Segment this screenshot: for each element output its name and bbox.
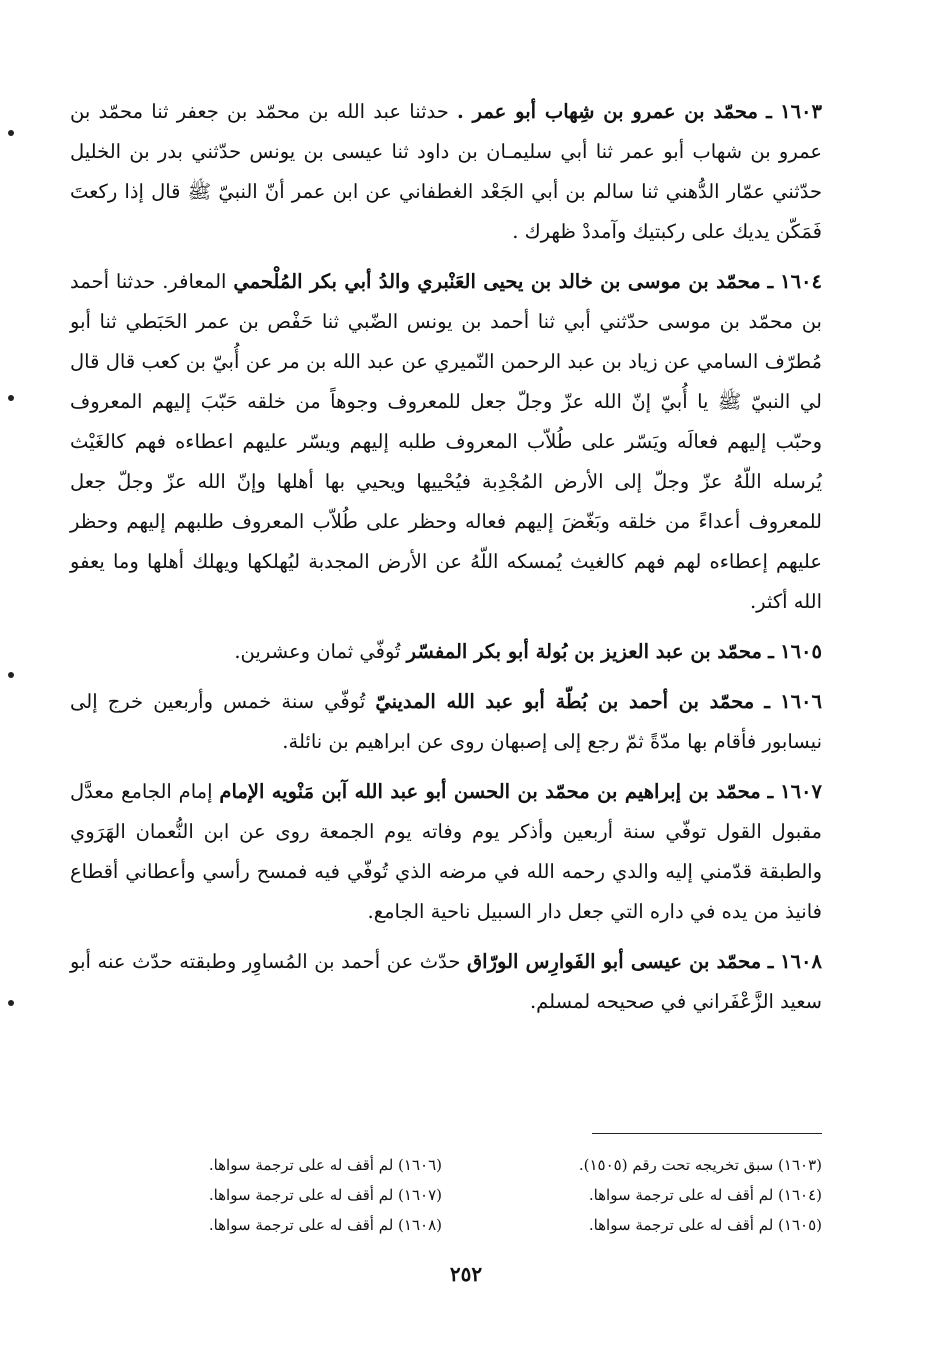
entry-1603 bbox=[70, 92, 822, 252]
entry-body: إمام الجامع معدَّل مقبول القول توفّي سنة أربعين وأذكر يوم وفاته يوم الجمعة روى عن ابن النُّعمان الهَرَوي والطبقة قدّمني إليه والدي رحمه الله في مرضه الذي تُوفّي فيه فمسح رأسي وأعطاني أقطاع فانيذ من يده في داره التي جعل دار السبيل ناحية الجامع. bbox=[70, 780, 822, 923]
footnote-1606: (١٦٠٦) لم أقف له على ترجمة سواها. bbox=[208, 1156, 442, 1174]
entry-dash: ـ bbox=[767, 780, 774, 803]
entry-1608 bbox=[70, 942, 822, 1022]
entry-body: تُوفّي ثمان وعشرين. bbox=[234, 640, 401, 663]
entry-1604 bbox=[70, 262, 822, 622]
entry-heading: محمّد بن أحمد بن بُطّة أبو عبد الله المدينيّ bbox=[375, 690, 755, 713]
page-number: ٢٥٢ bbox=[449, 1262, 483, 1286]
footnote-divider bbox=[592, 1133, 822, 1134]
entry-dash: ـ bbox=[768, 640, 774, 663]
entry-heading: محمّد بن عبد العزيز بن بُولة أبو بكر المفسّر bbox=[406, 640, 762, 663]
scan-margin-mark bbox=[8, 130, 14, 136]
scan-margin-mark bbox=[8, 1000, 14, 1006]
entry-number: ١٦٠٤ bbox=[780, 270, 822, 293]
entry-body: تُوفّي سنة خمس وأربعين خرج إلى نيسابور فأقام بها مدّةً ثمّ رجع إلى إصبهان روى عن ابراهيم بن نائلة. bbox=[70, 690, 822, 753]
footnote-1605: (١٦٠٥) لم أقف له على ترجمة سواها. bbox=[588, 1216, 822, 1234]
scan-margin-mark bbox=[8, 395, 14, 401]
entry-number: ١٦٠٧ bbox=[780, 780, 822, 803]
footnote-1603: (١٦٠٣) سبق تخريجه تحت رقم (١٥٠٥). bbox=[578, 1156, 822, 1174]
footnotes-left-column bbox=[122, 1150, 442, 1240]
entry-body: حدّث عن أحمد بن المُساوِر وطبقته حدّث عنه أبو سعيد الزَّعْفَراني في صحيحه لمسلم. bbox=[70, 950, 822, 1013]
entry-number: ١٦٠٦ bbox=[780, 690, 823, 713]
entry-number: ١٦٠٥ bbox=[780, 640, 822, 663]
entry-dash: ـ bbox=[767, 950, 774, 973]
footnote-1608: (١٦٠٨) لم أقف له على ترجمة سواها. bbox=[208, 1216, 442, 1234]
scan-margin-mark bbox=[8, 672, 14, 678]
footnote-1607: (١٦٠٧) لم أقف له على ترجمة سواها. bbox=[208, 1186, 442, 1204]
entry-1607 bbox=[70, 772, 822, 932]
entry-dash: ـ bbox=[766, 100, 772, 123]
biography-entries bbox=[70, 92, 822, 1032]
footnote-1604: (١٦٠٤) لم أقف له على ترجمة سواها. bbox=[588, 1186, 822, 1204]
entry-1605 bbox=[70, 632, 822, 672]
entry-body: المعافر. حدثنا أحمد بن محمّد بن موسى حدّثني أبي ثنا أحمد بن يونس الضّبي ثنا حَفْص بن عمر الحَبَطي ثنا أبو مُطرّف السامي عن زياد بن عبد الرحمن النّميري عن عبد الله بن مر عن أُبيّ بن كعب قال قال لي النبيّ ﷺ يا أُبيّ إنّ الله عزّ وجلّ جعل للمعروف وجوهاً من خلقه حَبّبَ إليهم المعروف وحبّب إليهم فعالَه ويَسّر على طُلاّب المعروف طلبه إليهم ويسّر عليهم اعطاءه فهم كالغَيْث يُرسله اللّهُ عزّ وجلّ إلى الأرض المُجْدِبة فيُحْييها ويحيي بها أهلها وإنّ الله عزّ وجلّ جعل للمعروف أعداءً من خلقه وبَغّضَ إليهم فعاله وحظر على طُلاّب المعروف طلبهم إليهم وحظر عليهم إعطاءه لهم فهم كالغيث يُمسكه اللّهُ عن الأرض المجدبة ليُهلكها ويهلك أهلها وما يعفو الله أكثر. bbox=[70, 270, 822, 613]
footnotes-right-column bbox=[502, 1150, 822, 1240]
entry-1606 bbox=[70, 682, 822, 762]
entry-dash: ـ bbox=[767, 270, 774, 293]
entry-dash: ـ bbox=[764, 690, 770, 713]
entry-heading: محمّد بن عمرو بن شِهاب أبو عمر . bbox=[457, 100, 758, 123]
entry-heading: محمّد بن عيسى أبو الفَوارِس الورّاق bbox=[467, 950, 762, 973]
entry-number: ١٦٠٨ bbox=[780, 950, 822, 973]
footnotes bbox=[150, 1150, 822, 1250]
entry-number: ١٦٠٣ bbox=[780, 100, 823, 123]
entry-body: حدثنا عبد الله بن محمّد بن جعفر ثنا محمّد بن عمرو بن شهاب أبو عمر ثنا أبي سليمـان بن داود ثنا عيسى بن يونس حدّثني بدر بن الخليل حدّثني عمّار الدُّهني ثنا سالم بن أبي الجَعْد الغطفاني عن ابن عمر أنّ النبيّ ﷺ قال إذا ركعتَ فَمَكّن يديك على ركبتيك وآمددْ ظهرك . bbox=[70, 100, 822, 243]
entry-heading: محمّد بن موسى بن خالد بن يحيى العَنْبري والدُ أبي بكر المُلْحمي bbox=[233, 270, 761, 293]
entry-heading: محمّد بن إبراهيم بن محمّد بن الحسن أبو عبد الله آبن مَنْويه الإمام bbox=[219, 780, 761, 803]
